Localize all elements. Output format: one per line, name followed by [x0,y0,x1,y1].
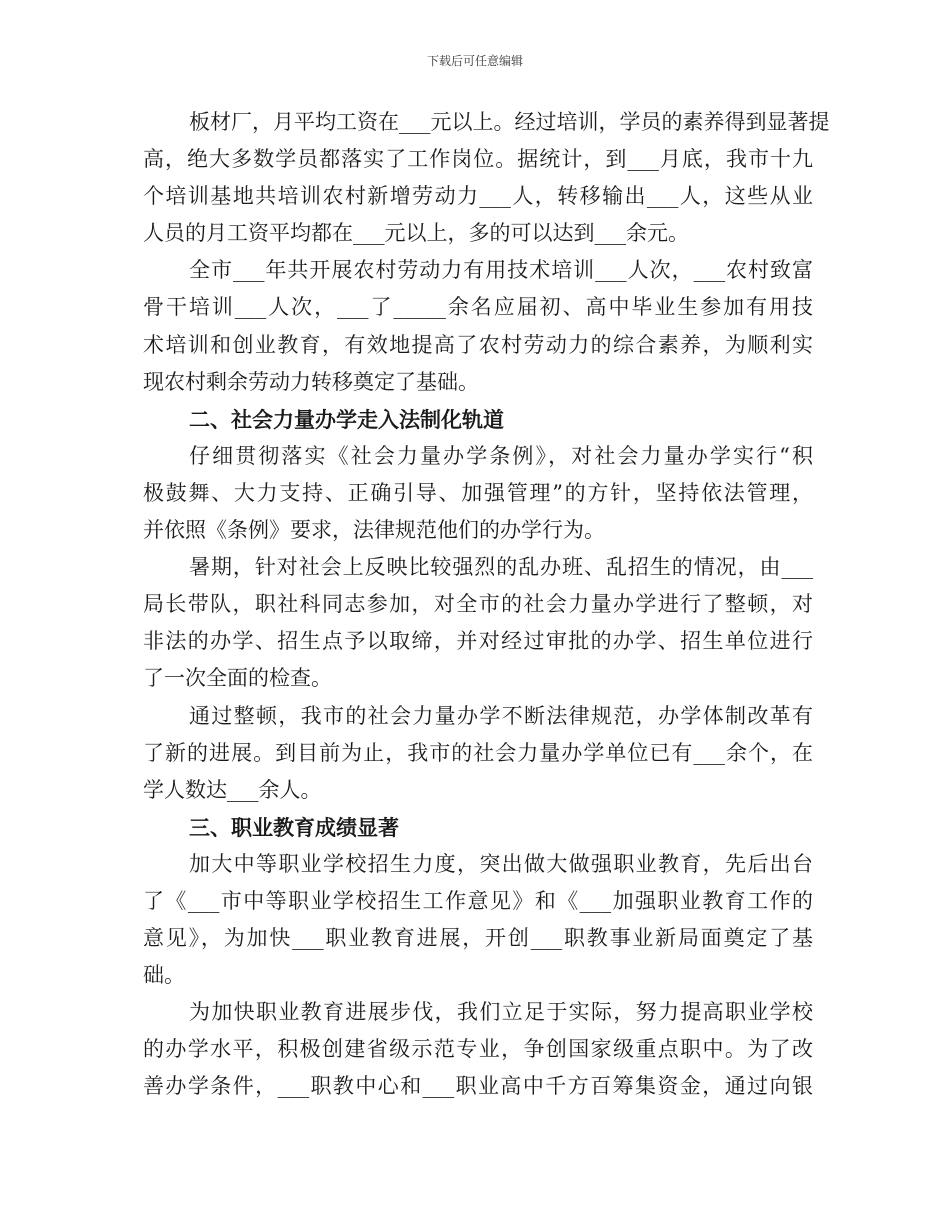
paragraph-line: 高，绝大多数学员都落实了工作岗位。据统计，到___月底，我市十九 [143,147,813,172]
paragraph-line: 个培训基地共培训农村新增劳动力___人，转移输出___人，这些从业 [143,184,813,209]
paragraph [143,438,813,549]
paragraph-line: 并依照《条例》要求，法律规范他们的办学行为。 [143,518,605,543]
section-heading [143,401,813,438]
paragraph-line: 板材厂，月平均工资在___元以上。经过培训，学员的素养得到显著提 [189,110,830,134]
paragraph [143,549,813,697]
paragraph-line: 的办学水平，积极创建省级示范专业，争创国家级重点职中。为了改 [143,1037,813,1062]
paragraph-line: 通过整顿，我市的社会力量办学不断法律规范，办学体制改革有 [189,703,813,728]
paragraph-line: 了一次全面的检查。 [143,666,332,691]
paragraph-line: 仔细贯彻落实《社会力量办学条例》，对社会力量办学实行“积 [189,443,813,468]
paragraph-line: 局长带队，职社科同志参加，对全市的社会力量办学进行了整顿，对 [143,592,813,617]
paragraph-line: 暑期，针对社会上反映比较强烈的乱办班、乱招生的情况，由___ [189,555,813,580]
paragraph-line: 术培训和创业教育，有效地提高了农村劳动力的综合素养，为顺利实 [143,332,813,357]
paragraph-line: 非法的办学、招生点予以取缔，并对经过审批的办学、招生单位进行 [143,629,813,654]
paragraph-line: 极鼓舞、大力支持、正确引导、加强管理”的方针，坚持依法管理， [143,480,813,505]
heading-text: 二、社会力量办学走入法制化轨道 [189,406,504,432]
document-body [143,104,830,1106]
paragraph-line: 为加快职业教育进展步伐，我们立足于实际，努力提高职业学校 [189,1000,813,1025]
paragraph-line: 现农村剩余劳动力转移奠定了基础。 [143,369,479,394]
paragraph [143,252,813,400]
paragraph-line: 了《___市中等职业学校招生工作意见》和《___加强职业教育工作的 [143,888,813,913]
paragraph [143,104,830,252]
paragraph-line: 善办学条件，___职教中心和___职业高中千方百筹集资金，通过向银 [143,1074,813,1099]
paragraph-line: 骨干培训___人次，___了_____余名应届初、高中毕业生参加有用技 [143,295,813,320]
paragraph-line: 全市___年共开展农村劳动力有用技术培训___人次，___农村致富 [189,258,813,283]
paragraph-line: 础。 [143,963,185,988]
paragraph [143,994,813,1105]
paragraph-line: 加大中等职业学校招生力度，突出做大做强职业教育，先后出台 [189,851,813,876]
paragraph [143,698,813,809]
page-header: 下载后可任意编辑 [426,54,523,68]
paragraph-line: 了新的进展。到目前为止，我市的社会力量办学单位已有___余个，在 [143,740,813,765]
heading-text: 三、职业教育成绩显著 [189,814,399,840]
paragraph-line: 学人数达___余人。 [143,777,322,802]
section-heading [143,809,813,846]
paragraph [143,846,813,994]
paragraph-line: 意见》，为加快___职业教育进展，开创___职教事业新局面奠定了基 [143,926,813,951]
paragraph-line: 人员的月工资平均都在___元以上，多的可以达到___余元。 [143,221,689,246]
